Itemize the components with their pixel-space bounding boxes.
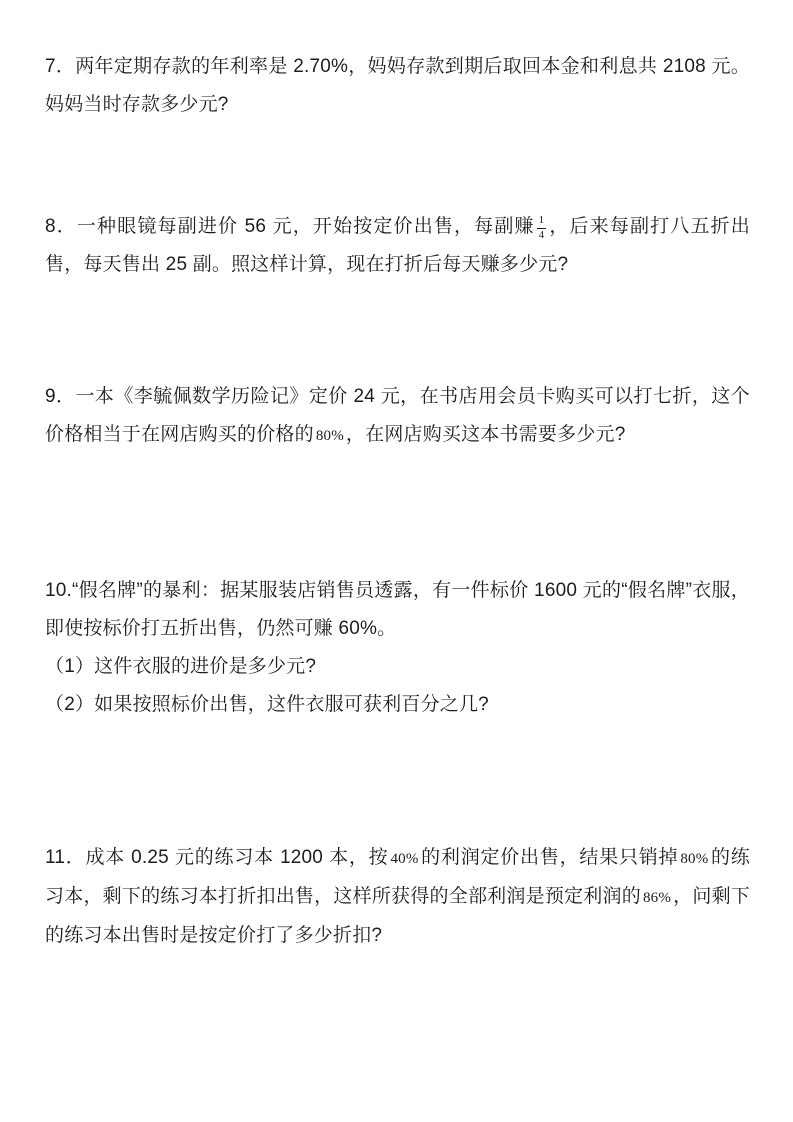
question-text: ，后来每副打八五折出售，每天售出 25 副。照这样计算，现在打折后每天赚多少元? bbox=[45, 216, 750, 275]
fraction bbox=[537, 215, 547, 241]
percent-value: 80% bbox=[680, 851, 709, 867]
question-paragraph bbox=[45, 48, 750, 124]
question-8 bbox=[45, 208, 750, 284]
question-text: 9．一本《李毓佩数学历险记》定价 24 元，在书店用会员卡购买可以打七折，这个价格相当于在网店购买的价格的 bbox=[45, 386, 750, 445]
question-text: ，在网店购买这本书需要多少元? bbox=[345, 424, 626, 445]
percent-value: 40% bbox=[390, 851, 419, 867]
fraction-numerator: 1 bbox=[537, 215, 547, 229]
question-10 bbox=[45, 572, 750, 724]
question-paragraph bbox=[45, 378, 750, 455]
question-text: 的练习本，剩下的练习本打折扣出售，这样所获得的全部利润是预定利润的 bbox=[45, 847, 751, 907]
question-text: （1）这件衣服的进价是多少元? bbox=[45, 656, 317, 677]
fraction-denominator: 4 bbox=[538, 229, 545, 241]
question-7 bbox=[45, 48, 750, 124]
percent-value: 86% bbox=[642, 890, 672, 906]
question-paragraph bbox=[45, 686, 750, 724]
question-11 bbox=[45, 839, 750, 955]
question-paragraph bbox=[45, 208, 750, 284]
question-paragraph bbox=[45, 572, 750, 648]
question-paragraph bbox=[45, 648, 750, 686]
question-9 bbox=[45, 378, 750, 455]
question-text: 7．两年定期存款的年利率是 2.70%，妈妈存款到期后取回本金和利息共 2108 元。妈妈当时存款多少元? bbox=[45, 56, 750, 115]
question-text: 8．一种眼镜每副进价 56 元，开始按定价出售，每副赚 bbox=[45, 216, 535, 237]
question-text: 11．成本 0.25 元的练习本 1200 本，按 bbox=[45, 847, 389, 868]
question-text: 的利润定价出售，结果只销掉 bbox=[420, 847, 679, 868]
question-text: ，问剩下的练习本出售时是按定价打了多少折扣? bbox=[45, 886, 750, 946]
question-text: （2）如果按照标价出售，这件衣服可获利百分之几? bbox=[45, 694, 489, 715]
question-paragraph bbox=[45, 839, 750, 955]
question-text: 10.“假名牌”的暴利：据某服装店销售员透露，有一件标价 1600 元的“假名牌”衣服，即使按标价打五折出售，仍然可赚 60%。 bbox=[45, 580, 750, 639]
percent-value: 80% bbox=[315, 428, 344, 444]
